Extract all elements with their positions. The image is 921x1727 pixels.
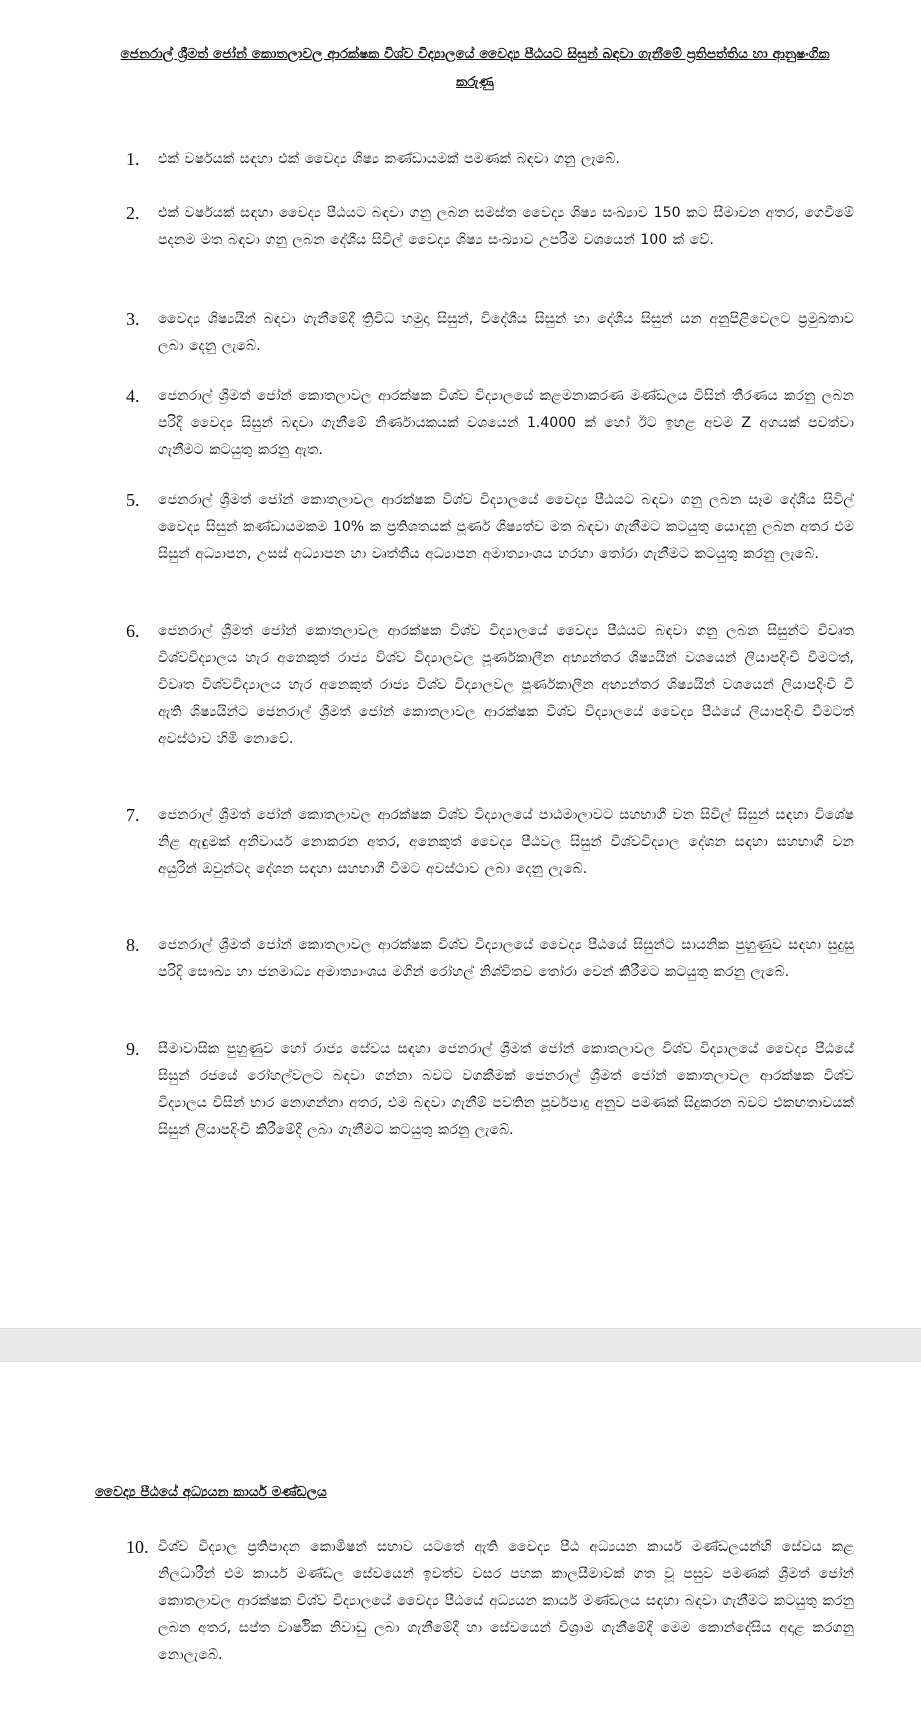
item-text: එක් වර්ෂයක් සඳහා වෛද්‍ය පීඨයට බඳවා ගනු ලබන සමස්ත වෛද්‍ය ශිෂ්‍ය සංඛ්‍යාව 150 කට සීමාවන අතර, ගෙවීමේ පදනම මත බඳවා ගනු ලබන දේශීය සිවිල් වෛද්‍ය ශිෂ්‍ය සංඛ්‍යාව උපරිම වශයෙන් 100 ක් වේ. [158,205,854,248]
list-item-3 [126,306,854,360]
list-item-8 [126,932,854,986]
list-item-4 [126,383,854,464]
item-number: 3. [126,309,140,329]
item-text: ජෙනරාල් ශ්‍රීමත් ජෝන් කොතලාවල ආරක්ෂක විශ්ව විද්‍යාලයේ වෛද්‍ය පීඨයට බඳවා ගනු ලබන සෑම දේශීය සිවිල් වෛද්‍ය සිසුන් කණ්ඩායමකම 10% ක ප්‍රතිශතයක් පූර්ණ ශිෂ්‍යත්ව මත බඳවා ගැනීමට කටයුතු යොදනු ලබන අතර එම සිසුන් අධ්‍යාපන, උසස් අධ්‍යාපන හා වෘත්තීය අධ්‍යාපන අමාත්‍යාංශය හරහා තෝරා ගැනීමට කටයුතු කරනු ලැබේ. [158,492,854,562]
item-number: 9. [126,1039,140,1059]
item-number: 1. [126,149,140,169]
list-item-9 [126,1036,854,1144]
item-text: වෛද්‍ය ශිෂ්‍යයින් බඳවා ගැනීමේදී ත්‍රිවිධ හමුදා සිසුන්, විදේශීය සිසුන් හා දේශීය සිසුන් යන අනුපිළිවෙලට ප්‍රමුඛතාව ලබා දෙනු ලැබේ. [158,311,854,354]
document-page-2 [0,1362,921,1727]
page-break [0,1328,921,1362]
list-item-5 [126,487,854,568]
item-number: 2. [126,203,140,223]
item-text: ජෙනරාල් ශ්‍රීමත් ජෝන් කොතලාවල ආරක්ෂක විශ්ව විද්‍යාලයේ වෛද්‍ය පීඨයේ සිසුන්ට සායනික පුහුණුව සඳහා සුදුසු පරිදි සෞඛ්‍ය හා ජනමාධ්‍ය අමාත්‍යාංශය මගින් රෝහල් නිශ්චිතව තෝරා වෙන් කිරීමට කටයුතු කරනු ලැබේ. [158,937,854,980]
item-text: සීමාවාසික පුහුණුව හෝ රාජ්‍ය සේවය සඳහා ජෙනරාල් ශ්‍රීමත් ජෝන් කොතලාවල විශ්ව විද්‍යාලයේ වෛද්‍ය පීඨයේ සිසුන් රජයේ රෝහල්වලට බඳවා ගන්නා බවට වගකීමක් ජෙනරාල් ශ්‍රීමත් ජෝන් කොතලාවල ආරක්ෂක විශ්ව විද්‍යාලය විසින් භාර නොගන්නා අතර, එම බඳවා ගැනීම් පවතින පූර්වපාදු අනුව පමණක් සිදුකරන බවට එකඟතාවයක් සිසුන් ලියාපදිංචි කිරීමේදී ලබා ගැනීමට කටයුතු කරනු ලැබේ. [158,1041,854,1138]
item-number: 5. [126,490,140,510]
item-number: 6. [126,621,140,641]
item-text: ජෙනරාල් ශ්‍රීමත් ජෝන් කොතලාවල ආරක්ෂක විශ්ව විද්‍යාලයේ වෛද්‍ය පීඨයට බඳවා ගනු ලබන සිසුන්ට විවෘත විශ්වවිද්‍යාලය හැර අනෙකුත් රාජ්‍ය විශ්ව විද්‍යාලවල පූර්ණකාලීන අභ්‍යන්තර ශිෂ්‍යයින් වශයෙන් ලියාපදිංචි වීමටත්, විවෘත විශ්වවිද්‍යාලය හැර අනෙකුත් රාජ්‍ය විශ්ව විද්‍යාලවල පූර්ණකාලීන අභ්‍යන්තර ශිෂ්‍යයින් වශයෙන් ලියාපදිංචි වී ඇති ශිෂ්‍යයින්ට ජෙනරාල් ශ්‍රීමත් ජෝන් කොතලාවල ආරක්ෂක විශ්ව විද්‍යාලයේ වෛද්‍ය පීඨයේ ලියාපදිංචි වීමටත් අවස්ථාව හිමි නොවේ. [158,623,854,747]
list-item-7 [126,802,854,883]
item-number: 8. [126,935,140,955]
list-item-10 [126,1534,854,1669]
list-item-2 [126,200,854,254]
item-number: 10. [126,1537,149,1557]
item-text: එක් වර්ෂයක් සඳහා එක් වෛද්‍ය ශිෂ්‍ය කණ්ඩායමක් පමණක් බඳවා ගනු ලැබේ. [158,151,620,167]
document-title: ජෙනරාල් ශ්‍රීමත් ජෝන් කොතලාවල ආරක්ෂක විශ්ව විද්‍යාලයේ වෛද්‍ය පීඨයට සිසුන් බඳවා ගැනීමේ ප්‍රතිපත්තිය හා ආනුෂංගික කරුණු [120,46,830,90]
section-heading: වෛද්‍ය පීඨයේ අධ්‍යයන කාර්ය මණ්ඩලය [95,1484,327,1500]
list-item-6 [126,618,854,753]
item-text: ජෙනරාල් ශ්‍රීමත් ජෝන් කොතලාවල ආරක්ෂක විශ්ව විද්‍යාලයේ කළමනාකරණ මණ්ඩලය විසින් තීරණය කරනු ලබන පරිදි වෛද්‍ය සිසුන් බඳවා ගැනීමේ නිර්ණායකයක් වශයෙන් 1.4000 ක් හෝ ඊට ඉහළ අවම Z අගයක් පවත්වා ගැනීමට කටයුතු කරනු ඇත. [158,388,854,458]
item-text: විශ්ව විද්‍යාල ප්‍රතිපාදන කොමිෂන් සභාව යටතේ ඇති වෛද්‍ය පීඨ අධ්‍යයන කාර්ය මණ්ඩලයන්හි සේවය කළ නිලධාරීන් එම කාර්ය මණ්ඩල සේවයෙන් ඉවත්ව වසර පහක කාලසීමාවක් ගත වූ පසුව පමණක් ශ්‍රීමත් ජෝන් කොතලාවල ආරක්ෂක විශ්ව විද්‍යාලයේ වෛද්‍ය පීඨයේ අධ්‍යයන කාර්ය මණ්ඩලය සඳහා බඳවා ගැනීමට කටයුතු කරනු ලබන අතර, සප්ත වාර්ෂික නිවාඩු ලබා ගැනීමේදී හා සේවයෙන් විශ්‍රාම ගැනීමේදී මෙම කොන්දේසිය අදාළ කරගනු නොලැබේ. [158,1539,854,1663]
list-item-1 [126,146,854,173]
item-number: 4. [126,386,140,406]
item-text: ජෙනරාල් ශ්‍රීමත් ජෝන් කොතලාවල ආරක්ෂක විශ්ව විද්‍යාලයේ පාඨමාලාවට සහභාගී වන සිවිල් සිසුන් සඳහා විශේෂ නිළ ඇඳුමක් අනිවාර්ය නොකරන අතර, අනෙකුත් වෛද්‍ය පීඨවල සිසුන් විශ්වවිද්‍යාල දේශන සඳහා සහභාගී වන අයුරින් ඔවුන්ටද දේශන සඳහා සහභාගී වීමට අවස්ථාව ලබා දෙනු ලැබේ. [158,807,854,877]
item-number: 7. [126,805,140,825]
